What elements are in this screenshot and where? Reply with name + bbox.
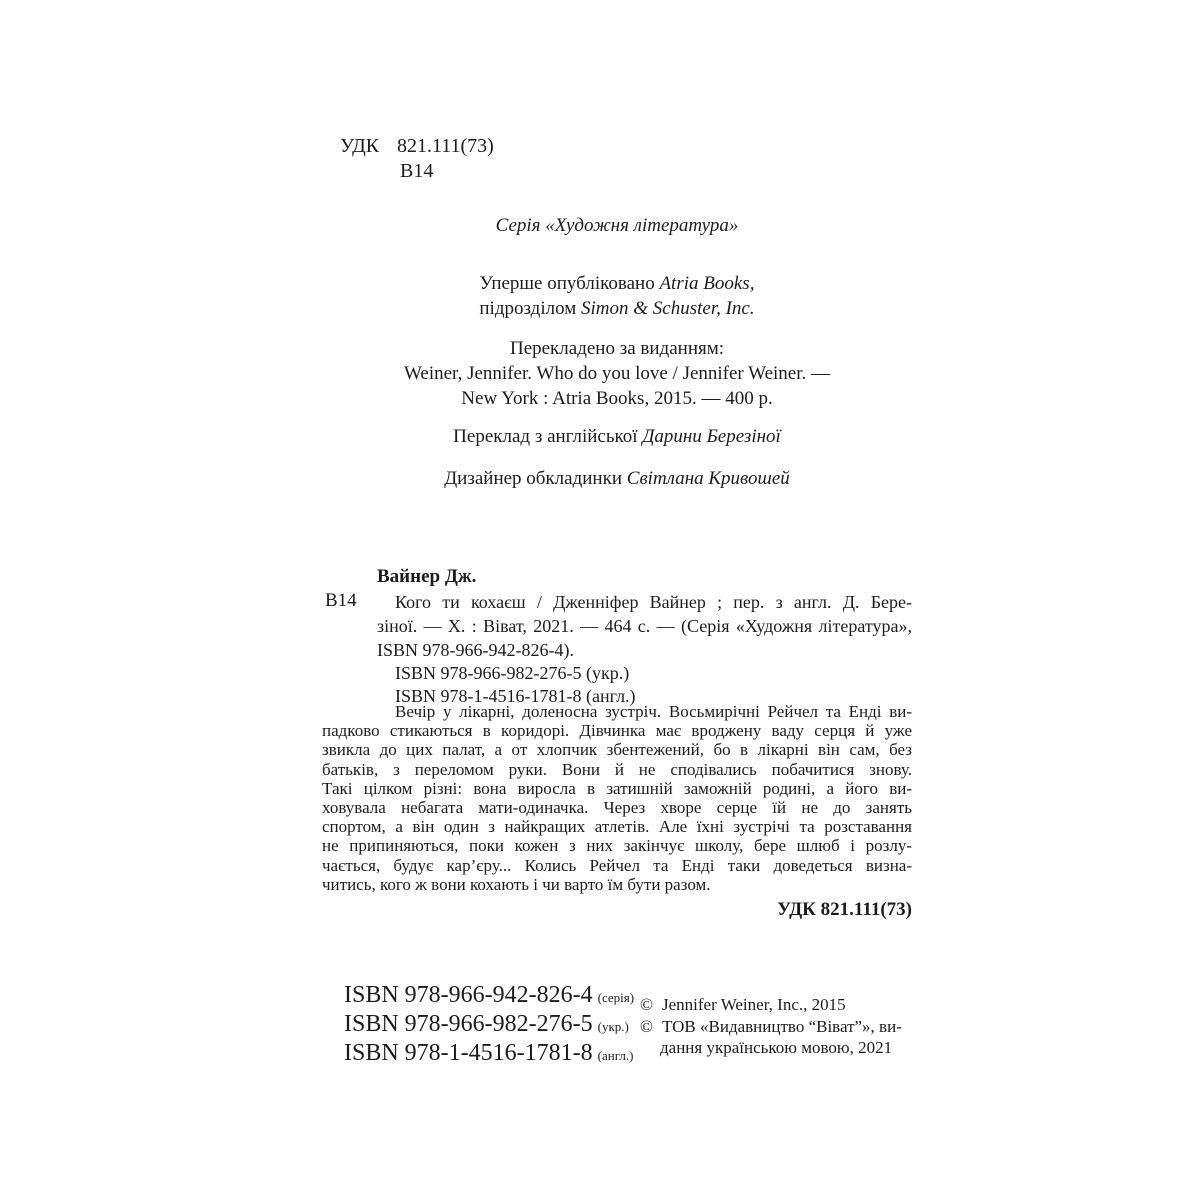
annotation-line: Вечір у лікарні, доленосна зустріч. Восьмирічні Рейчел та Енді ви- xyxy=(395,702,912,721)
udc-bottom: УДК 821.111(73) xyxy=(777,899,912,920)
translator-name: Дарини Березіної xyxy=(642,426,781,447)
isbn-ukr-number: ISBN 978-966-982-276-5 xyxy=(344,1011,593,1037)
translator-prefix: Переклад з англійської xyxy=(453,426,643,447)
first-published-line1 xyxy=(322,271,912,296)
designer-name: Світлана Кривошей xyxy=(626,468,790,489)
series-line: Серія «Художня література» xyxy=(495,215,739,236)
annotation-line: падково стикаються в коридорі. Дівчинка має вроджену ваду серця й уже xyxy=(322,721,912,741)
copyright-publisher-line2 xyxy=(640,1037,902,1059)
card-author: Вайнер Дж. xyxy=(377,566,477,587)
division-name: Simon & Schuster, Inc. xyxy=(581,298,755,319)
udc-top-block xyxy=(340,134,379,159)
annotation-line: Такі цілком різні: вона виросла в затишній заможній родині, а його ви- xyxy=(322,778,912,798)
translator-line xyxy=(322,424,912,449)
first-published-publisher: Atria Books, xyxy=(659,273,755,294)
annotation-line: чається, будує кар’єру... Колись Рейчел та Енді таки доведеться визна- xyxy=(322,855,912,875)
card-entry-line: ISBN 978-966-942-826-4). xyxy=(377,640,574,660)
isbn-eng-line xyxy=(344,1040,634,1069)
isbn-series-line xyxy=(344,982,634,1011)
copyright-symbol: © xyxy=(640,995,653,1014)
annotation-line: читись, кого ж вони кохають і чи варто їм бути разом. xyxy=(322,874,711,894)
annotation-paragraph xyxy=(322,702,912,894)
division-prefix: підрозділом xyxy=(479,298,581,319)
annotation-line: звикла до цих палат, а от хлопчик збентежений, бо в лікарні він сам, без xyxy=(322,740,912,760)
translated-heading: Перекладено за виданням: xyxy=(509,338,725,359)
source-citation-line1: Weiner, Jennifer. Who do you love / Jennifer Weiner. — xyxy=(403,363,831,384)
udc-label: УДК xyxy=(340,135,380,157)
copyright-publisher-text: ТОВ «Видавництво “Віват”», ви- xyxy=(662,1016,902,1036)
copyright-author-text: Jennifer Weiner, Inc., 2015 xyxy=(662,995,846,1014)
isbn-series-number: ISBN 978-966-942-826-4 xyxy=(344,982,593,1008)
isbn-eng-number: ISBN 978-1-4516-1781-8 xyxy=(344,1040,593,1066)
annotation-line: спортом, а він один з найкращих атлетів. Але їхні зустрічі та розставання xyxy=(322,817,912,837)
udc-number: 821.111(73) xyxy=(397,135,494,157)
isbn-block xyxy=(344,982,634,1069)
annotation-line: батьків, з переломом руки. Вони й не сподівались побачитися знову. xyxy=(322,759,912,779)
card-entry-line: Кого ти кохаєш / Дженніфер Вайнер ; пер. з англ. Д. Бере- xyxy=(395,592,912,612)
designer-prefix: Дизайнер обкладинки xyxy=(444,468,627,489)
isbn-series-qualifier: (серія) xyxy=(597,990,635,1005)
annotation-line: ховувала небагата мати-одиначка. Через хворе серце їй не до занять xyxy=(322,798,912,818)
copyright-publisher-line1 xyxy=(640,1016,902,1038)
first-published-prefix: Уперше опубліковано xyxy=(479,273,660,294)
card-code: В14 xyxy=(325,590,357,611)
copyright-publisher-text-cont: дання українською мовою, 2021 xyxy=(660,1038,893,1057)
isbn-ukr-line xyxy=(344,1011,634,1040)
first-published-line2 xyxy=(322,296,912,321)
isbn-eng-qualifier: (англ.) xyxy=(597,1048,634,1063)
card-isbn-ukr: ISBN 978-966-982-276-5 (укр.) xyxy=(395,663,630,683)
source-citation-line2: New York : Atria Books, 2015. — 400 p. xyxy=(461,388,773,409)
annotation-line: не припиняються, поки кожен з них закінчує школу, бере шлюб і розлу- xyxy=(322,836,912,856)
isbn-ukr-qualifier: (укр.) xyxy=(597,1019,629,1034)
udc-author-code: В14 xyxy=(400,160,434,182)
copyright-author-line xyxy=(640,994,902,1016)
copyright-block xyxy=(640,994,902,1059)
card-isbn-eng: ISBN 978-1-4516-1781-8 (англ.) xyxy=(395,686,636,706)
card-entry xyxy=(377,590,912,662)
designer-line xyxy=(322,466,912,491)
card-entry-line: зіної. — Х. : Віват, 2021. — 464 с. — (Серія «Художня література», xyxy=(377,616,912,636)
copyright-symbol: © xyxy=(640,1016,653,1036)
